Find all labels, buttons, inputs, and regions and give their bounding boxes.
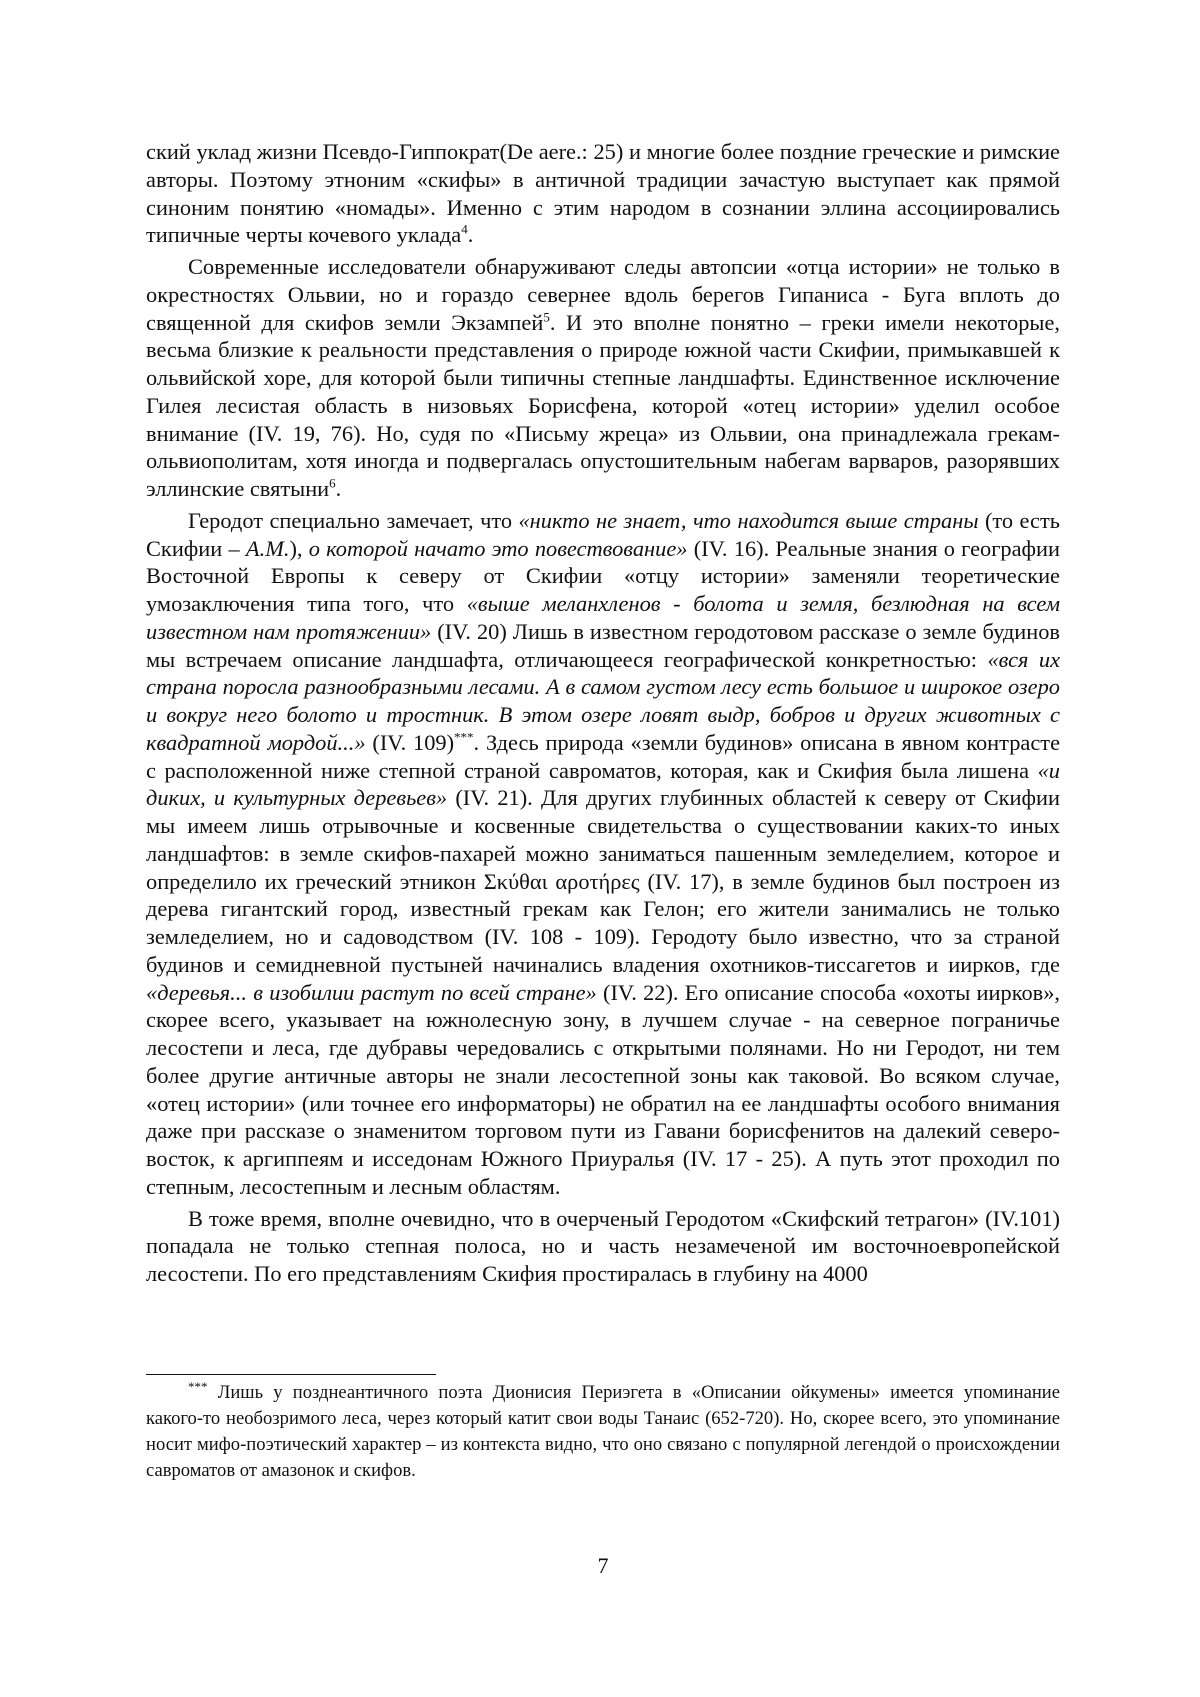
text-run: . И это вполне понятно – греки имели некоторые, весьма близкие к реальности представления о природе южной части Скифии, примыкавшей к ольвийской хоре, для которой были типичны степные ландшафты. Единственное исключение Гилея лесистая область в низовьях Борисфена, которой «отец истории» уделил особое внимание (IV. 19, 76). Но, судя по «Письму жреца» из Ольвии, она принадлежала грекам-ольвиополитам, хотя иногда и подвергалась опустошительным набегам варваров, разорявших эллинские святыни	[146, 309, 1060, 501]
text-run: В тоже время, вполне очевидно, что в очерченый Геродотом «Скифский тетрагон» (IV.101) попадала не только степная полоса, но и часть незамеченой им восточноевропейской лесостепи. По его представлениям Скифия простиралась в глубину на 4000	[146, 1205, 1060, 1286]
text-run: (IV. 22). Его описание способа «охоты иирков», скорее всего, указывает на южнолесную зону, в лучшем случае - на северное пограничье лесостепи и леса, где дубравы чередовались с открытыми полянами. Но ни Геродот, ни тем более другие античные авторы не знали лесостепной зоны как таковой. Во всяком случае, «отец истории» (или точнее его информаторы) не обратил на ее ландшафты особого внимания даже при рассказе о знаменитом торговом пути из Гавани борисфенитов на далекий северо-восток, к аргиппеям и исседонам Южного Приуралья (IV. 17 - 25). А путь этот проходил по степным, лесостепным и лесным областям.	[146, 979, 1061, 1199]
italic-quote: «никто не знает, что находится выше страны	[518, 507, 979, 533]
footnote-reference: 5	[543, 309, 550, 325]
page-number: 7	[597, 1553, 609, 1578]
main-text	[146, 138, 1060, 1288]
text-run: (IV. 20) Лишь в известном геродотовом рассказе о земле будинов мы встречаем описание ландшафта, отличающееся географической конкретностью:	[146, 618, 1060, 672]
text-run: (IV. 21). Для других глубинных областей к северу от Скифии мы имеем лишь отрывочные и косвенные свидетельства о существовании каких-то иных ландшафтов: в земле скифов-пахарей можно заниматься пашенным земледелием, которое и определило их греческий этникон Σκύθαι αροτήρες (IV. 17), в земле будинов был построен из дерева гигантский город, известный грекам как Гелон; его жители занимались не только земледелием, но и садоводством (IV. 108 - 109). Геродоту было известно, что за страной будинов и семидневной пустыней начинались владения охотников-тиссагетов и иирков, где	[146, 785, 1061, 977]
footnote-reference: 4	[461, 221, 468, 237]
text-run: (IV. 16). Реальные знания о географии Восточной Европы к северу от Скифии «отцу истории» заменяли теоретические умозаключения типа того, что	[146, 535, 1060, 616]
footnote-divider	[146, 1374, 436, 1375]
italic-quote: «деревья... в изобилии растут по всей стране»	[146, 979, 597, 1005]
italic-quote: о которой начато это повествование»	[308, 535, 688, 561]
italic-quote: «выше меланхленов - болота и земля, безлюдная на всем известном нам протяжении»	[146, 591, 1060, 644]
footnote-reference: 6	[329, 475, 336, 491]
text-run: .	[335, 476, 342, 501]
italic-quote: «и диких, и культурных деревьев»	[146, 757, 1060, 811]
text-run: .	[467, 222, 474, 248]
italic-quote: А.М.	[245, 535, 290, 561]
text-run: (IV. 109)	[365, 729, 455, 755]
paragraph	[146, 1205, 1060, 1288]
paragraph	[146, 253, 1060, 503]
text-run: ),	[289, 535, 309, 561]
footnote-reference: ***	[454, 729, 474, 745]
italic-quote: «вся их страна поросла разнообразными лесами. А в самом густом лесу есть большое и широкое озеро и вокруг него болото и тростник. В этом озере ловят выдр, бобров и других животных с квадратной мордой...»	[146, 646, 1061, 755]
paragraph	[146, 138, 1060, 249]
paragraph	[146, 507, 1060, 1201]
text-run: . Здесь природа «земли будинов» описана в явном контрасте с расположенной ниже степной страной савроматов, которая, как и Скифия была лишена	[146, 729, 1061, 783]
text-run: ский уклад жизни Псевдо-Гиппократ(De aere.: 25) и многие более поздние греческие и римские авторы. Поэтому этноним «скифы» в античной традиции зачастую выступает как прямой синоним понятию «номады». Именно с этим народом в сознании эллина ассоциировались типичные черты кочевого уклада	[146, 139, 1060, 248]
text-run: Современные исследователи обнаруживают следы автопсии «отца истории» не только в окрестностях Ольвии, но и гораздо севернее вдоль берегов Гипаниса - Буга вплоть до священной для скифов земли Экзампей	[146, 254, 1060, 335]
text-run: Геродот специально замечает, что	[188, 507, 519, 533]
text-run: (то есть Скифии –	[146, 507, 1060, 561]
footnote-marker: ***	[188, 1378, 208, 1394]
footnote	[146, 1380, 1060, 1484]
footnote-text: Лишь у позднеантичного поэта Дионисия Периэгета в «Описании ойкумены» имеется упоминание какого-то необозримого леса, через который катит свои воды Танаис (652-720). Но, скорее всего, это упоминание носит мифо-поэтический характер – из контекста видно, что оно связано с популярной легендой о происхождении савроматов от амазонок и скифов.	[146, 1382, 1060, 1481]
